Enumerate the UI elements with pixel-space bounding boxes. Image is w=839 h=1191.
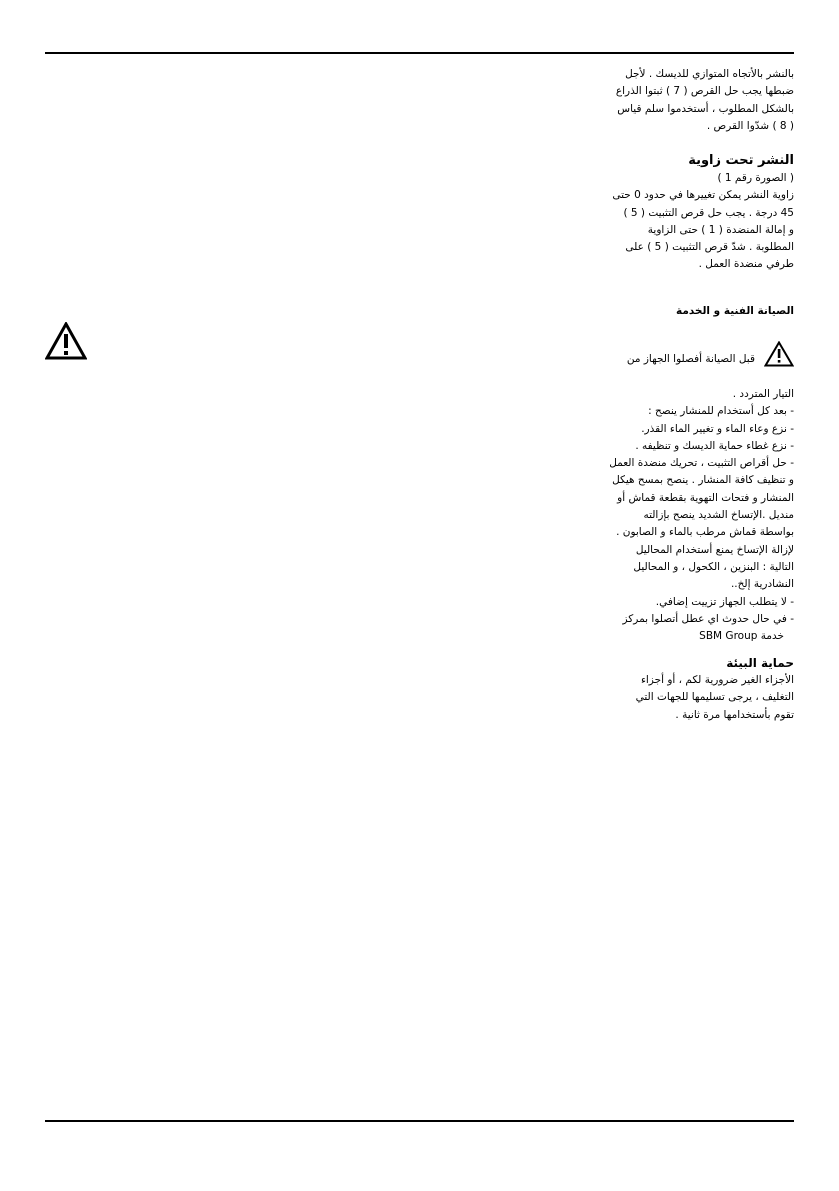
parallel-cut-paragraph — [504, 66, 794, 135]
section-heading: حماية البيئة — [726, 656, 794, 670]
maintenance-heading-block — [504, 303, 794, 320]
text-line: - بعد كل أستخدام للمنشار ينصح : — [648, 405, 794, 418]
environment-section — [504, 655, 794, 724]
text-line: بالنشر بالأتجاه المتوازي للديسك . لأجل — [625, 68, 794, 80]
section-heading: النشر تحت زاوية — [688, 153, 794, 168]
warning-triangle-icon — [45, 322, 87, 360]
text-line: و تنظيف كافة المنشار . ينصح بمسح هيكل — [612, 474, 794, 487]
text-line: التغليف ، يرجى تسليمها للجهات التي — [635, 691, 794, 704]
text-line: المنشار و فتحات التهوية بقطعة قماش أو — [617, 491, 794, 504]
warning-triangle-icon — [764, 341, 794, 367]
footer-rule — [45, 1120, 794, 1122]
text-line: ضبطها يجب حل القرص ( 7 ) ثبتوا الذراع — [615, 85, 794, 98]
list-item: - حل أقراص التثبيت ، تحريك منضدة العمل — [609, 457, 794, 470]
warning-text: قبل الصيانة أفصلوا الجهاز من — [626, 353, 755, 365]
text-line: التيار المتردد . — [732, 388, 794, 400]
header-rule — [45, 52, 794, 54]
list-item: - نزع وعاء الماء و تغيير الماء القذر. — [641, 422, 794, 435]
text-line: بواسطة قماش مرطب بالماء و الصابون . — [616, 526, 794, 539]
text-line: منديل .الإتساخ الشديد ينصح بإزالته — [643, 509, 794, 522]
text-line: تقوم بأستخدامها مرة ثانية . — [675, 708, 794, 721]
text-line: زاوية النشر يمكن تغييرها في حدود 0 حتى — [612, 189, 794, 202]
text-line: المطلوبة . شدّ قرص التثبيت ( 5 ) على — [625, 241, 794, 254]
text-line: التالية : البنزين ، الكحول ، و المحاليل — [633, 560, 794, 573]
maintenance-body — [504, 386, 794, 645]
text-line: لإزالة الإتساخ يمنع أستخدام المحاليل — [635, 543, 794, 556]
list-item: - نزع غطاء حماية الديسك و تنظيفه . — [635, 439, 794, 452]
text-line: 45 درجة . يجب حل قرص التثبيت ( 5 ) — [623, 206, 794, 219]
text-line: خدمة SBM Group — [699, 630, 784, 643]
list-item: - لا يتطلب الجهاز تزييت إضافي. — [655, 595, 794, 608]
section-heading: الصيانة الفنية و الخدمة — [675, 305, 794, 317]
angle-cut-section — [504, 152, 794, 274]
text-line: ( 8 ) شدّوا القرص . — [706, 119, 794, 132]
text-line: طرفي منضدة العمل . — [698, 258, 794, 271]
text-line: ( الصورة رقم 1 ) — [717, 172, 794, 184]
text-line: النشادرية إلخ.. — [730, 578, 794, 591]
text-line: الأجزاء الغير ضرورية لكم ، أو أجزاء — [640, 674, 794, 686]
list-item: - في حال حدوث اي عطل أتصلوا بمركز — [622, 612, 794, 625]
text-line: و إمالة المنضدة ( 1 ) حتى الزاوية — [647, 223, 794, 236]
text-line: بالشكل المطلوب ، أستخدموا سلم قياس — [617, 102, 794, 115]
